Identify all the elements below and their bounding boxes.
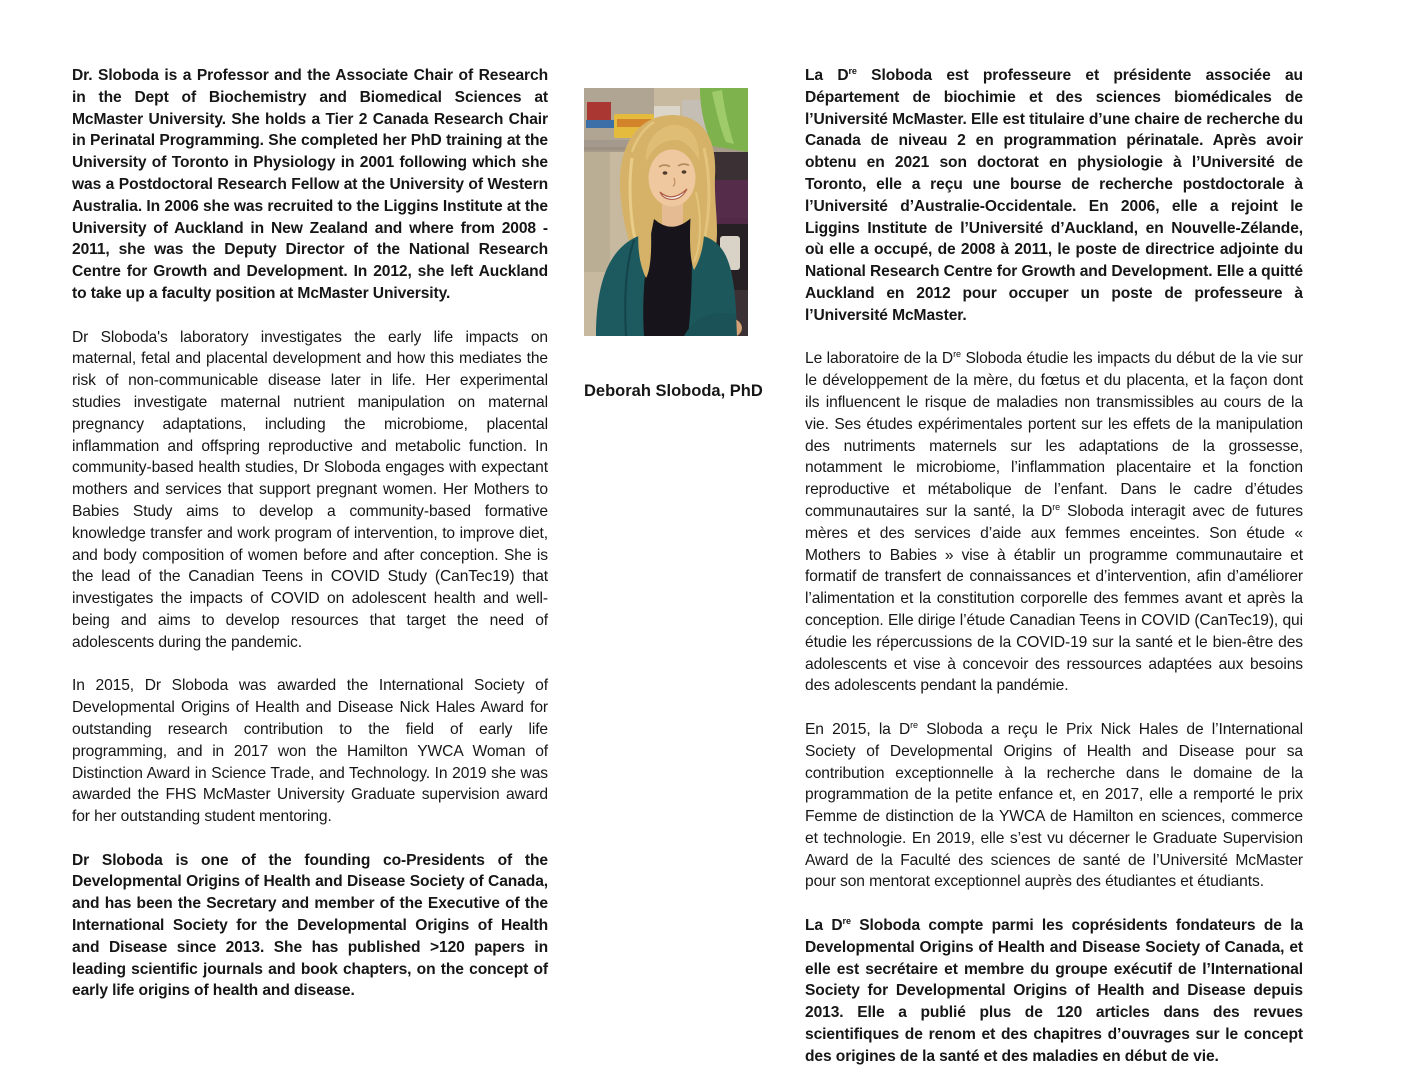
portrait-photo <box>584 88 748 336</box>
english-paragraph-4: Dr Sloboda is one of the founding co-Presidents of the Developmental Origins of Health and Disease Society of Canada, and has been the Secretary and member of the Executive of the International Society for the Developmental Origins of Health and Disease since 2013. She has published >120 papers in leading scientific journals and book chapters, on the concept of early life origins of health and disease. <box>72 851 548 1000</box>
french-paragraph-3: En 2015, la Dre Sloboda a reçu le Prix Nick Hales de l’International Society of Developmental Origins of Health and Disease pour sa contribution exceptionnelle à la recherche dans le domaine de la programmation de la petite enfance et, en 2017, elle a remporté le prix Femme de distinction de la YWCA de Hamilton en sciences, commerce et technologie. En 2019, elle s’est vu décerner le Graduate Supervision Award de la Faculté des sciences de santé de l’Université McMaster pour son mentorat exceptionnel auprès des étudiantes et étudiants. <box>805 719 1303 891</box>
portrait-figure <box>584 88 763 401</box>
french-paragraph-2: Le laboratoire de la Dre Sloboda étudie les impacts du début de la vie sur le développement de la mère, du fœtus et du placenta, et la façon dont ils influencent le risque de maladies non transmissibles au cours de la vie. Ses études expérimentales portent sur les effets de la manipulation des nutriments maternels sur les adaptations de la grossesse, notamment le microbiome, l’inflammation placentaire et la fonction reproductive et métabolique de l’enfant. Dans le cadre d’études communautaires sur la santé, la Dre Sloboda interagit avec de futures mères et des services d’aide aux femmes enceintes. Son étude « Mothers to Babies » vise à établir un programme communautaire et formatif de transfert de connaissances et d’intervention, afin d’améliorer l’alimentation et la constitution corporelle des femmes avant et après la conception. Elle dirige l’étude Canadian Teens in COVID (CanTec19), qui étudie les répercussions de la COVID-19 sur la santé et le bien-être des adolescents et vise à concevoir des ressources adaptées aux besoins des adolescents pendant la pandémie. <box>805 349 1303 695</box>
french-bio-column <box>805 65 1303 1089</box>
english-paragraph-2: Dr Sloboda's laboratory investigates the early life impacts on maternal, fetal and placental development and how this mediates the risk of non-communicable disease later in life. Her experimental studies investigate maternal nutrient manipulation on maternal pregnancy adaptations, including the microbiome, placental inflammation and offspring reproductive and metabolic function. In community-based health studies, Dr Sloboda engages with expectant mothers and services that support pregnant women. Her Mothers to Babies Study aims to develop a community-based formative knowledge transfer and work program of intervention, to improve diet, and body composition of women before and after conception. She is the lead of the Canadian Teens in COVID Study (CanTec19) that investigates the impacts of COVID on adolescent health and well-being and aims to develop resources that target the need of adolescents during the pandemic. <box>72 328 548 651</box>
portrait-photo-illustration <box>584 88 748 336</box>
english-paragraph-1: Dr. Sloboda is a Professor and the Associate Chair of Research in the Dept of Biochemistry and Biomedical Sciences at McMaster University. She holds a Tier 2 Canada Research Chair in Perinatal Programming. She completed her PhD training at the University of Toronto in Physiology in 2001 following which she was a Postdoctoral Research Fellow at the University of Western Australia. In 2006 she was recruited to the Liggins Institute at the University of Auckland in New Zealand and where from 2008 - 2011, she was the Deputy Director of the National Research Centre for Growth and Development. In 2012, she left Auckland to take up a faculty position at McMaster University. <box>72 67 549 302</box>
french-paragraph-1: La Dre Sloboda est professeure et présidente associée au Département de biochimie et des sciences biomédicales de l’Université McMaster. Elle est titulaire d’une chaire de recherche du Canada de niveau 2 en programmation périnatale. Après avoir obtenu en 2021 son doctorat en physiologie à l’Université de Toronto, elle a reçu une bourse de recherche postdoctorale à l’Université d’Australie-Occidentale. En 2006, elle a rejoint le Liggins Institute de l’Université d’Auckland, en Nouvelle-Zélande, où elle a occupé, de 2008 à 2011, le poste de directrice adjointe du National Research Centre for Growth and Development. Elle a quitté Auckland en 2012 pour occuper un poste de professeure à l’Université McMaster. <box>805 65 1303 324</box>
english-bio-column <box>72 65 548 1024</box>
english-paragraph-3: In 2015, Dr Sloboda was awarded the International Society of Developmental Origins of Health and Disease Nick Hales Award for outstanding research contribution to the field of early life programming, and in 2017 won the Hamilton YWCA Woman of Distinction Award in Science Trade, and Technology. In 2019 she was awarded the FHS McMaster University Graduate supervision award for her outstanding student mentoring. <box>72 677 548 826</box>
portrait-caption: Deborah Sloboda, PhD <box>584 382 763 400</box>
french-paragraph-4: La Dre Sloboda compte parmi les coprésidents fondateurs de la Developmental Origins of Health and Disease Society of Canada, et elle est secrétaire et membre du groupe exécutif de l’International Society for Developmental Origins of Health and Disease depuis 2013. Elle a publié plus de 120 articles dans des revues scientifiques de renom et des chapitres d’ouvrages sur le concept des origines de la santé et des maladies en début de vie. <box>805 915 1303 1065</box>
